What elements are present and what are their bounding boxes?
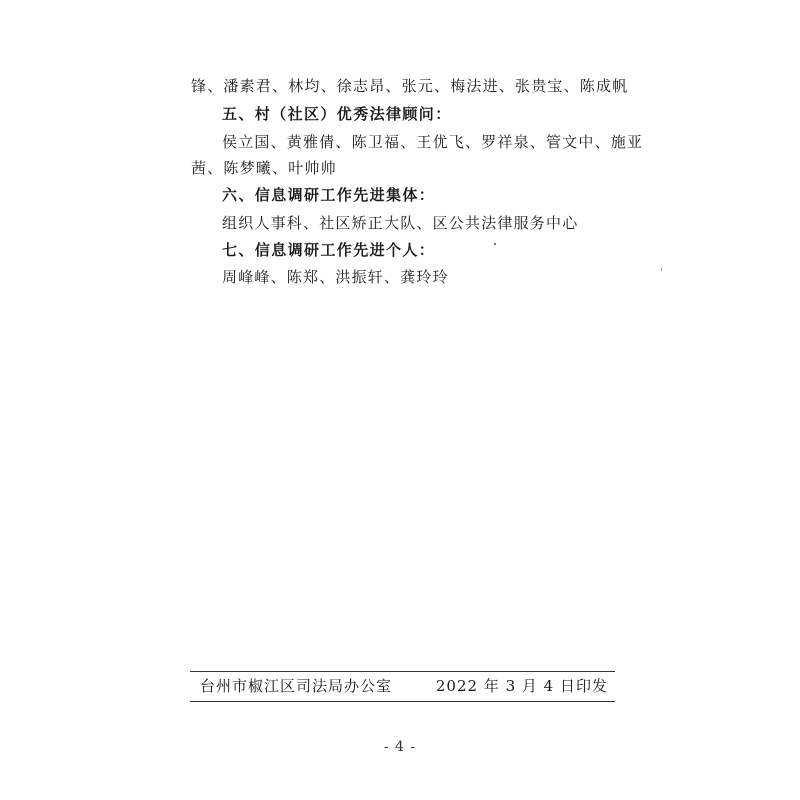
footer-rule-bottom	[190, 701, 615, 702]
footer-issuer: 台州市椒江区司法局办公室	[200, 677, 393, 695]
section-heading-six: 六、信息调研工作先进集体：	[222, 186, 436, 204]
name-list-line-continuation: 锋、潘素君、林均、徐志昂、张元、梅法进、张贵宝、陈成帆	[191, 77, 629, 95]
section-heading-seven: 七、信息调研工作先进个人：	[222, 241, 436, 259]
collective-list-line: 组织人事科、社区矫正大队、区公共法律服务中心	[222, 214, 579, 232]
section-heading-five: 五、村（社区）优秀法律顾问：	[222, 105, 452, 123]
footer-rule-top	[190, 671, 615, 672]
name-list-line-continuation: 茜、陈梦曦、叶帅帅	[191, 159, 337, 177]
scan-speck	[661, 268, 662, 271]
footer-issue-date: 2022 年 3 月 4 日印发	[435, 677, 608, 695]
name-list-line: 侯立国、黄雅倩、陈卫福、王优飞、罗祥泉、管文中、施亚	[222, 133, 644, 151]
scan-speck	[494, 243, 496, 245]
individual-list-line: 周峰峰、陈郑、洪振轩、龚玲玲	[222, 268, 449, 286]
page-number: - 4 -	[383, 739, 417, 755]
